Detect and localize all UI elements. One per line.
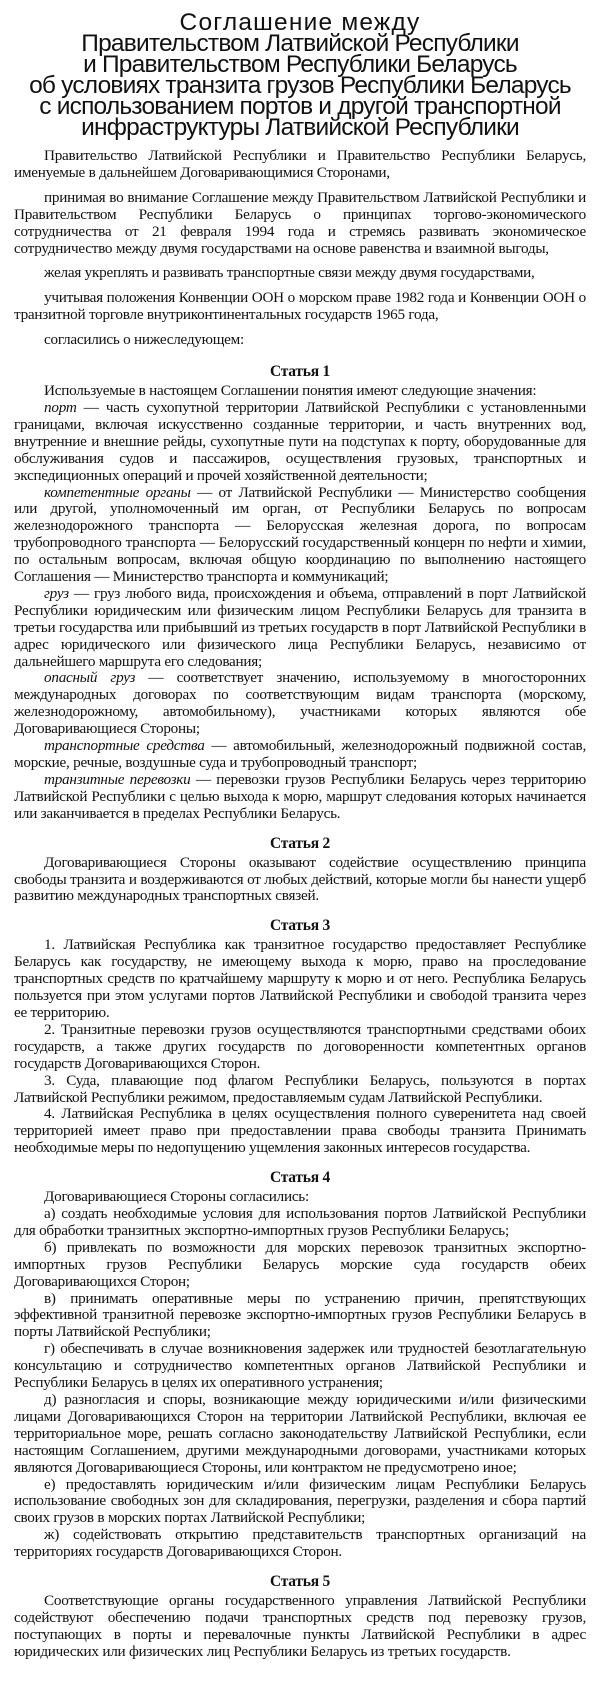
definition-text: — часть сухопутной территории Латвийской Республики с установленными границами, включая искусственно созданные территории, и часть внутренних вод, внутренние и внешние рейды, сухопутные пути на подступах к порту, оборудованные для обслуживания судов и пассажиров, осуществления грузовых, транспортных и экспедиционных операций и прочей хозяйственной деятельности;	[14, 398, 586, 484]
definition-term: компетентные органы	[44, 483, 191, 501]
article-paragraph: 1. Латвийская Республика как транзитное государство предоставляет Республике Беларусь как государству, не имеющему выхода к морю, право на проследование транспортных средств по кратчайшему маршруту к морю и от него. Республика Беларусь пользуется при этом услугами портов Латвийской Республики и свободой транзита через ее территорию.	[14, 936, 586, 1021]
article-intro: Используемые в настоящем Соглашении понятия имеют следующие значения:	[44, 382, 537, 400]
article-heading: Статья 4	[270, 1169, 330, 1187]
definition-text: — автомобильный, железнодорожный подвижной состав, морские, речные, воздушные суда и трубопроводный транспорт;	[14, 737, 587, 771]
article-heading: Статья 1	[270, 363, 330, 381]
article-3	[14, 917, 586, 1157]
document-body	[14, 148, 586, 1661]
definition-cargo	[14, 586, 586, 671]
title-line: Правительством Латвийской Республики	[81, 30, 519, 57]
article-heading: Статья 2	[270, 834, 330, 852]
preamble-paragraph: согласились о нижеследующем:	[44, 331, 245, 349]
definition-text: — от Латвийской Республики — Министерство сообщения или другой, уполномоченный им орган, от Республики Беларусь по вопросам железнодорожного транспорта — Белорусская железная дорога, по вопросам трубопроводного транспорта — Белорусский государственный концерн по нефти и химии, по остальным вопросам, включая общую координацию по выполнению настоящего Соглашения — Министерство транспорта и коммуникаций;	[14, 483, 586, 586]
article-heading: Статья 5	[270, 1573, 330, 1591]
article-paragraph: б) привлекать по возможности для морских перевозок транзитных экспортно-импортных грузов Республики Беларусь морские суда государств обеих Договаривающихся Сторон;	[14, 1238, 586, 1290]
title-line: инфраструктуры Латвийской Республики	[81, 114, 519, 141]
definition-competent-authorities	[14, 485, 586, 586]
title-line: об условиях транзита грузов Республики Беларусь	[29, 72, 571, 99]
definition-vehicles	[14, 738, 586, 772]
article-paragraph: 2. Транзитные перевозки грузов осуществляются транспортными средствами обоих государств, а также других государств по договоренности компетентных органов государств Договаривающихся Сторон.	[14, 1020, 586, 1072]
article-2	[14, 835, 586, 906]
article-5	[14, 1573, 586, 1661]
definition-dangerous-cargo	[14, 670, 586, 738]
article-4	[14, 1169, 586, 1561]
title-line: с использованием портов и другой транспортной	[39, 93, 561, 120]
article-paragraph: д) разногласия и споры, возникающие между юридическими и/или физическими лицами Договаривающихся Сторон на территории Латвийской Республики, включая ее территориальное море, решать согласно законодательству Латвийской Республики, если настоящим Соглашением, другими международными договорами, участниками которых являются Договаривающиеся Стороны, или контрактом не предусмотрено иное;	[14, 1391, 586, 1476]
definition-port	[14, 400, 586, 485]
article-heading: Статья 3	[270, 917, 330, 935]
definition-term: транзитные перевозки	[44, 770, 191, 788]
definition-text: — груз любого вида, происхождения и объема, отправлений в порт Латвийской Республики юридическим или физическим лицом Республики Беларусь для транзита в третьи государства или прибывший из третьих государств в порт Латвийской Республики в адрес юридического или физического лица Республики Беларусь, независимо от дальнейшего маршрута его следования;	[14, 584, 586, 670]
title-line: и Правительством Республики Беларусь	[83, 51, 517, 78]
preamble	[14, 148, 586, 349]
article-paragraph: 3. Суда, плавающие под флагом Республики Беларусь, пользуются в портах Латвийской Республики режимом, предоставляемым судам Латвийской Республики.	[14, 1071, 586, 1106]
article-intro: Договаривающиеся Стороны согласились:	[44, 1188, 309, 1206]
preamble-paragraph: Правительство Латвийской Республики и Правительство Республики Беларусь, именуемые в дальнейшем Договаривающимися Сторонами,	[14, 147, 586, 181]
definition-term: груз	[44, 584, 69, 602]
article-paragraph: ж) содействовать открытию представительств транспортных организаций на территориях государств Договаривающихся Сторон.	[14, 1526, 586, 1561]
definition-transit	[14, 772, 586, 823]
article-paragraph: в) принимать оперативные меры по устранению причин, препятствующих эффективной транзитной перевозке экспортно-импортных грузов Республики Беларусь в порты Латвийской Республики;	[14, 1289, 586, 1341]
document-title	[14, 9, 586, 141]
preamble-paragraph: принимая во внимание Соглашение между Правительством Латвийской Республики и Правительством Республики Беларусь о принципах торгово-экономического сотрудничества от 21 февраля 1994 года и стремясь развивать экономическое сотрудничество между двумя государствами на основе равенства и взаимной выгоды,	[14, 188, 586, 257]
title-line: Соглашение между	[179, 9, 421, 36]
preamble-paragraph: учитывая положения Конвенции ООН о морском праве 1982 года и Конвенции ООН о транзитной торговле внутриконтинентальных государств 1965 года,	[14, 289, 586, 324]
definition-term: порт	[44, 398, 77, 416]
article-paragraph: е) предоставлять юридическим и/или физическим лицам Республики Беларусь использование свободных зон для складирования, перегрузки, разделения и сбора партий своих грузов в морских портах Латвийской Республики;	[14, 1475, 586, 1527]
article-paragraph: Договаривающиеся Стороны оказывают содействие осуществлению принципа свободы транзита и воздерживаются от любых действий, которые могли бы нанести ущерб развитию международных транспортных связей.	[14, 853, 586, 905]
article-paragraph: а) создать необходимые условия для использования портов Латвийской Республики для обработки транзитных экспортно-импортных грузов Республики Беларусь;	[14, 1205, 586, 1239]
article-paragraph: г) обеспечивать в случае возникновения задержек или трудностей безотлагательную консультацию и сотрудничество компетентных органов Латвийской Республики и Республики Беларусь в целях их оперативного устранения;	[14, 1340, 586, 1392]
article-1	[14, 363, 586, 823]
preamble-paragraph: желая укреплять и развивать транспортные связи между двумя государствами,	[44, 264, 535, 282]
definition-term: опасный груз	[44, 669, 136, 687]
definition-text: — соответствует значению, используемому в многосторонних международных договорах по соответствующим видам транспорта (морскому, железнодорожному, автомобильному), участниками которых являются обе Договаривающиеся Стороны;	[14, 669, 586, 738]
definition-term: транспортные средства	[44, 737, 205, 755]
article-paragraph: 4. Латвийская Республика в целях осуществления полного суверенитета над своей территорией имеет право при предоставлении права свободы транзита Принимать необходимые меры по недопущению ущемления законных интересов государства.	[14, 1105, 586, 1157]
definition-text: — перевозки грузов Республики Беларусь через территорию Латвийской Республики с целью выхода к морю, маршрут следования которых начинается или заканчивается в пределах Республики Беларусь.	[14, 770, 586, 822]
article-paragraph: Соответствующие органы государственного управления Латвийской Республики содействуют обеспечению подачи транспортных средств под перевозку грузов, поступающих в порты и перевалочные пункты Латвийской Республики в адрес юридических или физических лиц Республики Беларусь из третьих государств.	[14, 1592, 586, 1660]
